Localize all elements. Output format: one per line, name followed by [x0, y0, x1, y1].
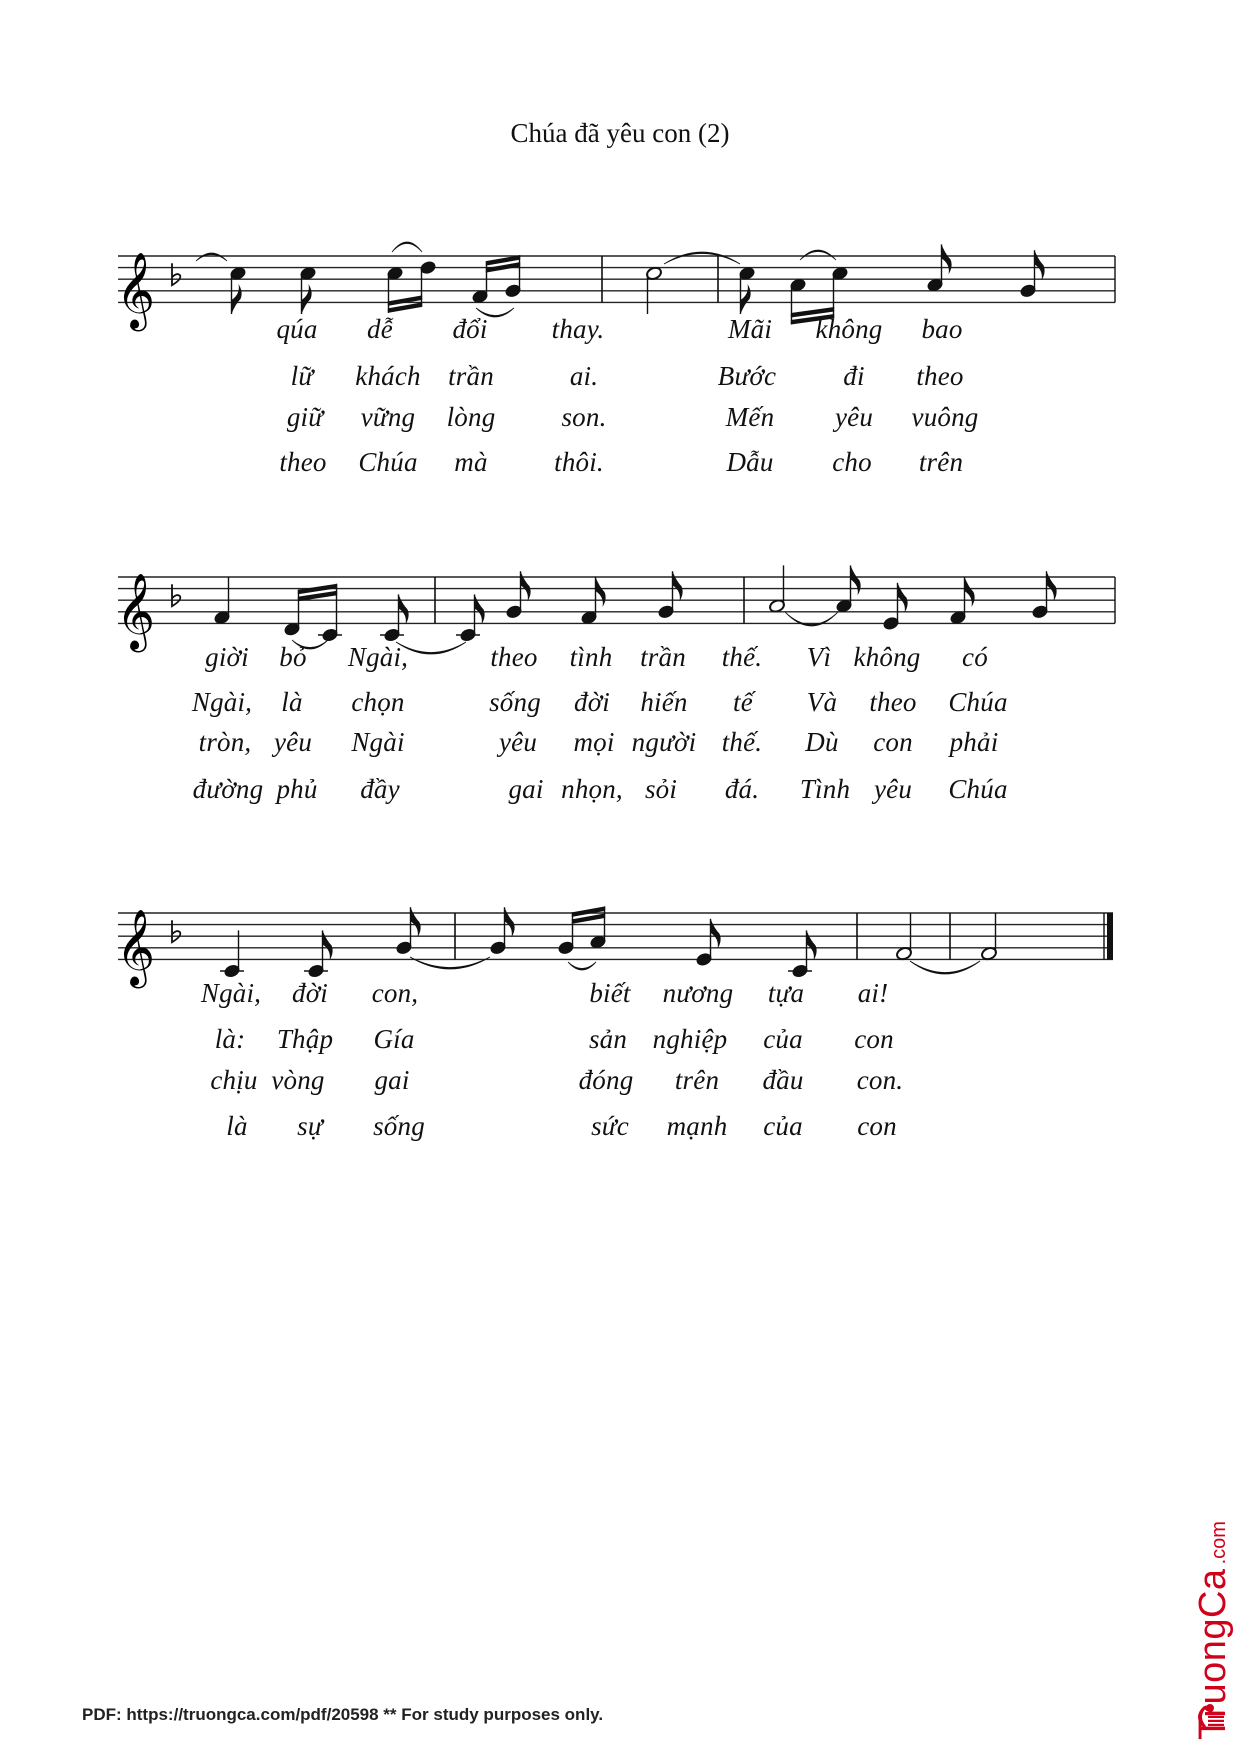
lyric-syllable: con,	[371, 978, 419, 1008]
lyric-syllable: con	[873, 727, 913, 757]
eighth-flag	[898, 583, 908, 613]
lyric-syllable: đời	[573, 687, 611, 717]
lyric-syllable: sức	[591, 1111, 629, 1141]
lyric-syllable: Và	[806, 687, 838, 717]
lyric-syllable: đời	[291, 978, 329, 1008]
lyric-syllable: đóng	[578, 1065, 634, 1095]
lyric-syllable: ai.	[569, 361, 599, 391]
lyric-syllable: Mãi	[727, 314, 773, 344]
lyric-verse-line	[0, 447, 1240, 481]
eighth-flag	[711, 919, 721, 949]
lyric-syllable: Chúa	[358, 447, 418, 477]
lyric-syllable: con.	[856, 1065, 904, 1095]
lyric-syllable: tình	[569, 642, 613, 672]
lyric-syllable: sỏi	[644, 774, 678, 804]
final-barline	[1107, 913, 1113, 959]
lyric-syllable: lữ	[290, 361, 314, 391]
slur	[910, 961, 980, 974]
eighth-flag	[1035, 250, 1045, 280]
lyric-syllable: Ngài	[351, 727, 405, 757]
lyric-syllable: sống	[489, 687, 541, 717]
lyric-syllable: là:	[214, 1024, 246, 1054]
lyric-syllable: khách	[355, 361, 421, 391]
lyric-syllable: vòng	[271, 1065, 325, 1095]
lyric-verse-line	[0, 1065, 1240, 1099]
lyric-syllable: mà	[454, 447, 488, 477]
lyric-syllable: chịu	[210, 1065, 258, 1095]
lyric-syllable: chọn	[351, 687, 405, 717]
treble-clef-icon: 𝄞	[116, 908, 156, 986]
lyric-syllable: lòng	[446, 402, 496, 432]
lyric-syllable: yêu	[273, 727, 313, 757]
lyric-syllable: yêu	[834, 402, 874, 432]
eighth-flag	[965, 577, 975, 607]
lyric-syllable: theo	[916, 361, 964, 391]
lyric-syllable: Chúa	[948, 687, 1008, 717]
eighth-flag	[411, 907, 421, 937]
slur	[568, 962, 596, 970]
lyric-syllable: theo	[279, 447, 327, 477]
lyric-syllable: là	[226, 1111, 248, 1141]
lyric-syllable: Vì	[806, 642, 832, 672]
lyric-syllable: gai	[508, 774, 544, 804]
lyric-syllable: Gía	[373, 1024, 415, 1054]
lyric-syllable: bỏ	[279, 642, 307, 672]
lyric-syllable: theo	[869, 687, 917, 717]
lyric-syllable: Thập	[276, 1024, 334, 1054]
lyric-syllable: sống	[373, 1111, 425, 1141]
lyric-verse-line	[0, 687, 1240, 721]
slur	[196, 253, 227, 261]
lyric-syllable: không	[853, 642, 921, 672]
lyric-syllable: tựa	[767, 978, 805, 1008]
eighth-flag	[851, 565, 861, 595]
eighth-flag	[521, 571, 531, 601]
lyric-syllable: mạnh	[666, 1111, 728, 1141]
lyric-syllable: qúa	[276, 314, 318, 344]
slur	[392, 242, 422, 252]
lyric-syllable: nương	[662, 978, 734, 1008]
lyric-syllable: Tình	[799, 774, 851, 804]
lyric-syllable: đi	[843, 361, 865, 391]
lyric-syllable: yêu	[873, 774, 913, 804]
lyric-syllable: phải	[949, 727, 999, 757]
lyric-syllable: người	[631, 727, 697, 757]
eighth-flag	[302, 284, 312, 314]
flat-icon	[172, 263, 180, 285]
lyric-syllable: đá.	[724, 774, 760, 804]
eighth-flag	[475, 594, 485, 624]
lyric-syllable: sự	[297, 1111, 323, 1141]
lyric-syllable: yêu	[498, 727, 538, 757]
eighth-flag	[673, 571, 683, 601]
lyric-syllable: tròn,	[198, 727, 252, 757]
lyric-syllable: là	[281, 687, 303, 717]
lyric-verse-line	[0, 361, 1240, 395]
lyric-verse-line	[0, 978, 1240, 1012]
lyric-syllable: sản	[588, 1024, 628, 1054]
lyric-syllable: con	[854, 1024, 894, 1054]
slur	[800, 250, 836, 260]
lyric-verse-line	[0, 642, 1240, 676]
lyric-syllable: son.	[561, 402, 607, 432]
treble-clef-icon: 𝄞	[116, 572, 156, 650]
lyric-verse-line	[0, 727, 1240, 761]
eighth-flag	[399, 594, 409, 624]
lyric-syllable: Mến	[725, 402, 775, 432]
lyric-syllable: Dẫu	[726, 447, 774, 477]
lyric-syllable: nhọn,	[561, 774, 623, 804]
lyric-syllable: giữ	[286, 402, 324, 432]
lyric-verse-line	[0, 314, 1240, 348]
brand-name: TruongCa	[1192, 1568, 1234, 1740]
lyric-syllable: theo	[490, 642, 538, 672]
lyric-syllable: trên	[674, 1065, 720, 1095]
lyric-syllable: Bước	[717, 361, 777, 391]
lyric-syllable: mọi	[573, 727, 615, 757]
lyric-syllable: đầu	[762, 1065, 804, 1095]
lyric-syllable: Ngài,	[347, 642, 409, 672]
lyric-syllable: của	[763, 1024, 803, 1054]
flat-icon	[172, 584, 180, 606]
lyric-syllable: đổi	[452, 314, 488, 344]
treble-clef-icon: 𝄞	[116, 251, 156, 329]
lyric-syllable: con	[857, 1111, 897, 1141]
lyric-syllable: trên	[918, 447, 964, 477]
lyric-verse-line	[0, 774, 1240, 808]
lyric-verse-line	[0, 1024, 1240, 1058]
footer-note: PDF: https://truongca.com/pdf/20598 ** For study purposes only.	[82, 1705, 604, 1724]
lyric-syllable: tế	[733, 687, 753, 717]
lyric-syllable: đường	[192, 774, 264, 804]
lyric-syllable: biết	[589, 978, 631, 1008]
lyric-verse-line	[0, 1111, 1240, 1145]
lyric-syllable: thế.	[721, 727, 763, 757]
eighth-flag	[942, 244, 952, 274]
flat-icon	[172, 920, 180, 942]
lyric-syllable: dễ	[367, 314, 393, 344]
eighth-flag	[596, 577, 606, 607]
slur	[664, 252, 740, 264]
lyric-syllable: trần	[448, 361, 494, 391]
lyric-syllable: thế.	[721, 642, 763, 672]
song-title: Chúa đã yêu con (2)	[510, 118, 730, 148]
lyric-syllable: nghiệp	[652, 1024, 728, 1054]
lyric-syllable: của	[763, 1111, 803, 1141]
lyric-syllable: không	[815, 314, 883, 344]
lyric-syllable: Ngài,	[200, 978, 262, 1008]
lyric-syllable: Dù	[805, 727, 839, 757]
lyric-syllable: bao	[921, 314, 963, 344]
lyric-syllable: giời	[205, 642, 249, 672]
eighth-flag	[1047, 571, 1057, 601]
lyric-syllable: Chúa	[948, 774, 1008, 804]
lyric-syllable: vuông	[911, 402, 979, 432]
brand-watermark[interactable]	[1192, 1521, 1235, 1740]
eighth-flag	[505, 907, 515, 937]
lyric-syllable: cho	[832, 447, 872, 477]
lyric-syllable: Ngài,	[191, 687, 253, 717]
lyric-syllable: trần	[640, 642, 686, 672]
lyric-syllable: phủ	[276, 774, 318, 804]
eighth-flag	[323, 930, 333, 960]
eighth-flag	[807, 930, 817, 960]
lyric-syllable: ai!	[857, 978, 889, 1008]
lyric-syllable: gai	[374, 1065, 410, 1095]
lyric-syllable: vững	[360, 402, 416, 432]
lyric-syllable: hiến	[640, 687, 688, 717]
lyric-syllable: có	[962, 642, 988, 672]
lyric-syllable: thôi.	[554, 447, 604, 477]
brand-tld: .com	[1208, 1521, 1230, 1565]
eighth-flag	[232, 284, 242, 314]
eighth-flag	[741, 284, 751, 314]
lyric-verse-line	[0, 402, 1240, 436]
lyric-syllable: thay.	[551, 314, 605, 344]
lyric-syllable: đầy	[360, 774, 400, 804]
